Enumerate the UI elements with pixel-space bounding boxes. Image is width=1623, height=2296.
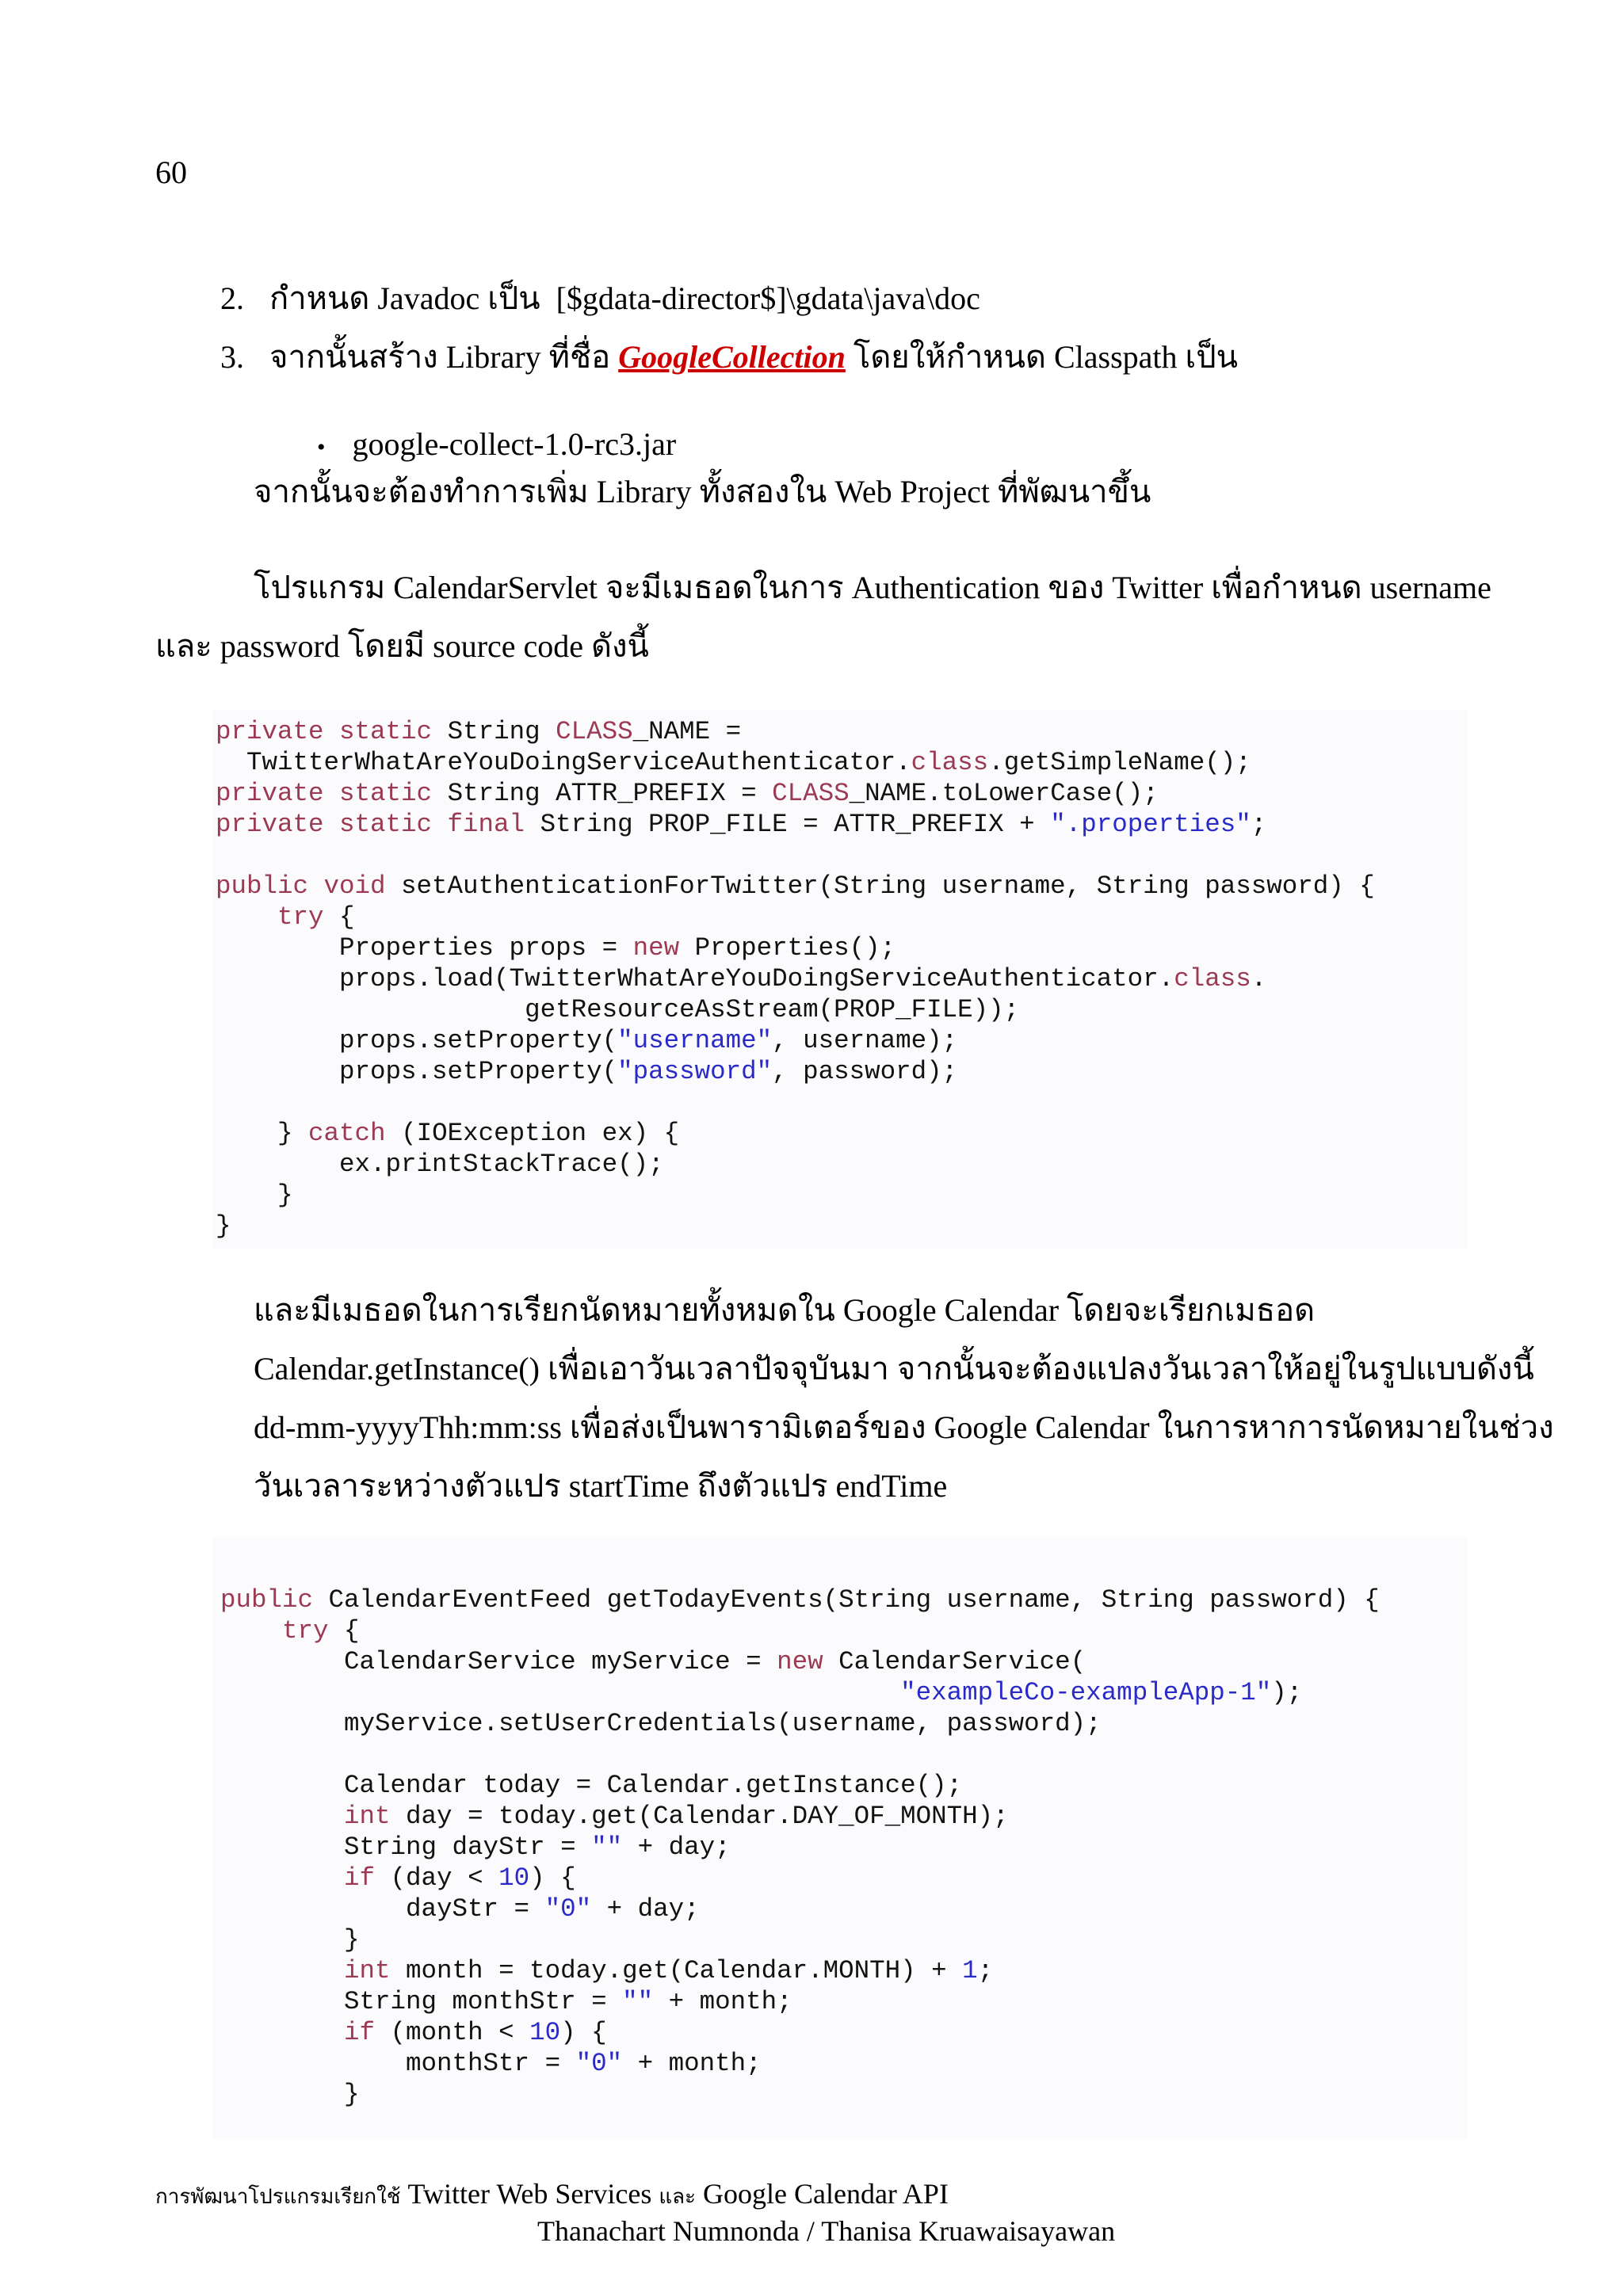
paragraph-servlet-line-1: โปรแกรม CalendarServlet จะมีเมธอดในการ Authentication ของ Twitter เพื่อกำหนด username	[254, 570, 1491, 605]
code-line: public void setAuthenticationForTwitter(String username, String password) {	[216, 871, 1375, 901]
step-number: 3.	[220, 339, 244, 375]
code-line: } catch (IOException ex) {	[216, 1119, 680, 1148]
footer-title-and: และ	[659, 2185, 696, 2208]
step-3	[204, 300, 1238, 376]
step-text: กำหนด Javadoc เป็น [$gdata-director$]\gdata\java\doc	[269, 280, 980, 316]
step-text-after: โดยให้กำหนด Classpath เป็น	[845, 339, 1238, 375]
code-line: if (month < 10) {	[344, 2018, 607, 2047]
code-line: int month = today.get(Calendar.MONTH) + 1;	[344, 1956, 994, 1985]
code-line: props.setProperty("username", username);	[216, 1026, 958, 1055]
code-line: private static String ATTR_PREFIX = CLASS_NAME.toLowerCase();	[216, 779, 1159, 808]
code-block-authentication	[216, 716, 1375, 1241]
code-line: }	[220, 1925, 360, 1955]
code-line: myService.setUserCredentials(username, password);	[220, 1709, 1102, 1738]
step-number: 2.	[220, 280, 244, 316]
code-line: monthStr = "0" + month;	[220, 2049, 762, 2078]
footer-title-thai: การพัฒนาโปรแกรมเรียกใช้	[155, 2185, 401, 2208]
bullet-item-text: google-collect-1.0-rc3.jar	[352, 426, 677, 462]
code-line: public CalendarEventFeed getTodayEvents(String username, String password) {	[220, 1585, 1380, 1615]
code-line: }	[220, 2080, 360, 2109]
code-line: ex.printStackTrace();	[216, 1150, 664, 1179]
code-line: Calendar today = Calendar.getInstance();	[220, 1771, 963, 1800]
footer-title-part2: Google Calendar API	[696, 2178, 949, 2210]
bullet-list-item	[301, 387, 676, 467]
code-line: try {	[282, 1616, 360, 1646]
code-line: String dayStr = "" + day;	[220, 1833, 731, 1862]
code-line: TwitterWhatAreYouDoingServiceAuthenticator.class.getSimpleName();	[216, 748, 1251, 777]
code-line: Properties props = new Properties();	[216, 933, 896, 963]
footer-title	[155, 2177, 949, 2213]
code-line: private static String CLASS_NAME =	[216, 717, 742, 746]
code-line: try {	[277, 902, 355, 932]
step-text-before: จากนั้นสร้าง Library ที่ชื่อ	[269, 339, 619, 375]
code-line: String monthStr = "" + month;	[220, 1987, 792, 2016]
footer-title-part1: Twitter Web Services	[400, 2178, 659, 2210]
code-line: CalendarService myService = new CalendarService(	[220, 1647, 1086, 1676]
code-line: if (day < 10) {	[344, 1863, 576, 1893]
footer-authors: Thanachart Numnonda / Thanisa Kruawaisayawan	[537, 2215, 1116, 2247]
paragraph-servlet-line-2: และ password โดยมี source code ดังนี้	[155, 628, 649, 664]
code-block-get-today-events	[220, 1585, 1380, 2110]
paragraph-events-line-4: วันเวลาระหว่างตัวแปร startTime ถึงตัวแปร endTime	[254, 1468, 948, 1504]
code-line: int day = today.get(Calendar.DAY_OF_MONTH);	[344, 1802, 1009, 1831]
paragraph-add-library: จากนั้นจะต้องทำการเพิ่ม Library ทั้งสองใน Web Project ที่พัฒนาขึ้น	[254, 474, 1151, 509]
library-name-link[interactable]: GoogleCollection	[618, 339, 846, 375]
page-number: 60	[155, 154, 187, 190]
code-line: props.load(TwitterWhatAreYouDoingServiceAuthenticator.class.	[216, 964, 1267, 994]
code-line: getResourceAsStream(PROP_FILE));	[216, 995, 1020, 1024]
code-line: private static final String PROP_FILE = ATTR_PREFIX + ".properties";	[216, 810, 1267, 839]
code-line: dayStr = "0" + day;	[220, 1894, 700, 1924]
code-line: }	[216, 1180, 293, 1210]
paragraph-events-line-3: dd-mm-yyyyThh:mm:ss เพื่อส่งเป็นพารามิเตอร์ของ Google Calendar ในการหาการนัดหมายในช่วง	[254, 1409, 1554, 1445]
code-line: }	[216, 1211, 231, 1241]
bullet-icon: •	[317, 434, 326, 460]
code-line: "exampleCo-exampleApp-1");	[900, 1678, 1303, 1707]
code-line: props.setProperty("password", password);	[216, 1057, 958, 1086]
paragraph-events-line-2: Calendar.getInstance() เพื่อเอาวันเวลาปัจจุบันมา จากนั้นจะต้องแปลงวันเวลาให้อยู่ในรูปแบบดังนี้	[254, 1351, 1534, 1386]
paragraph-events-line-1: และมีเมธอดในการเรียกนัดหมายทั้งหมดใน Google Calendar โดยจะเรียกเมธอด	[254, 1292, 1316, 1328]
